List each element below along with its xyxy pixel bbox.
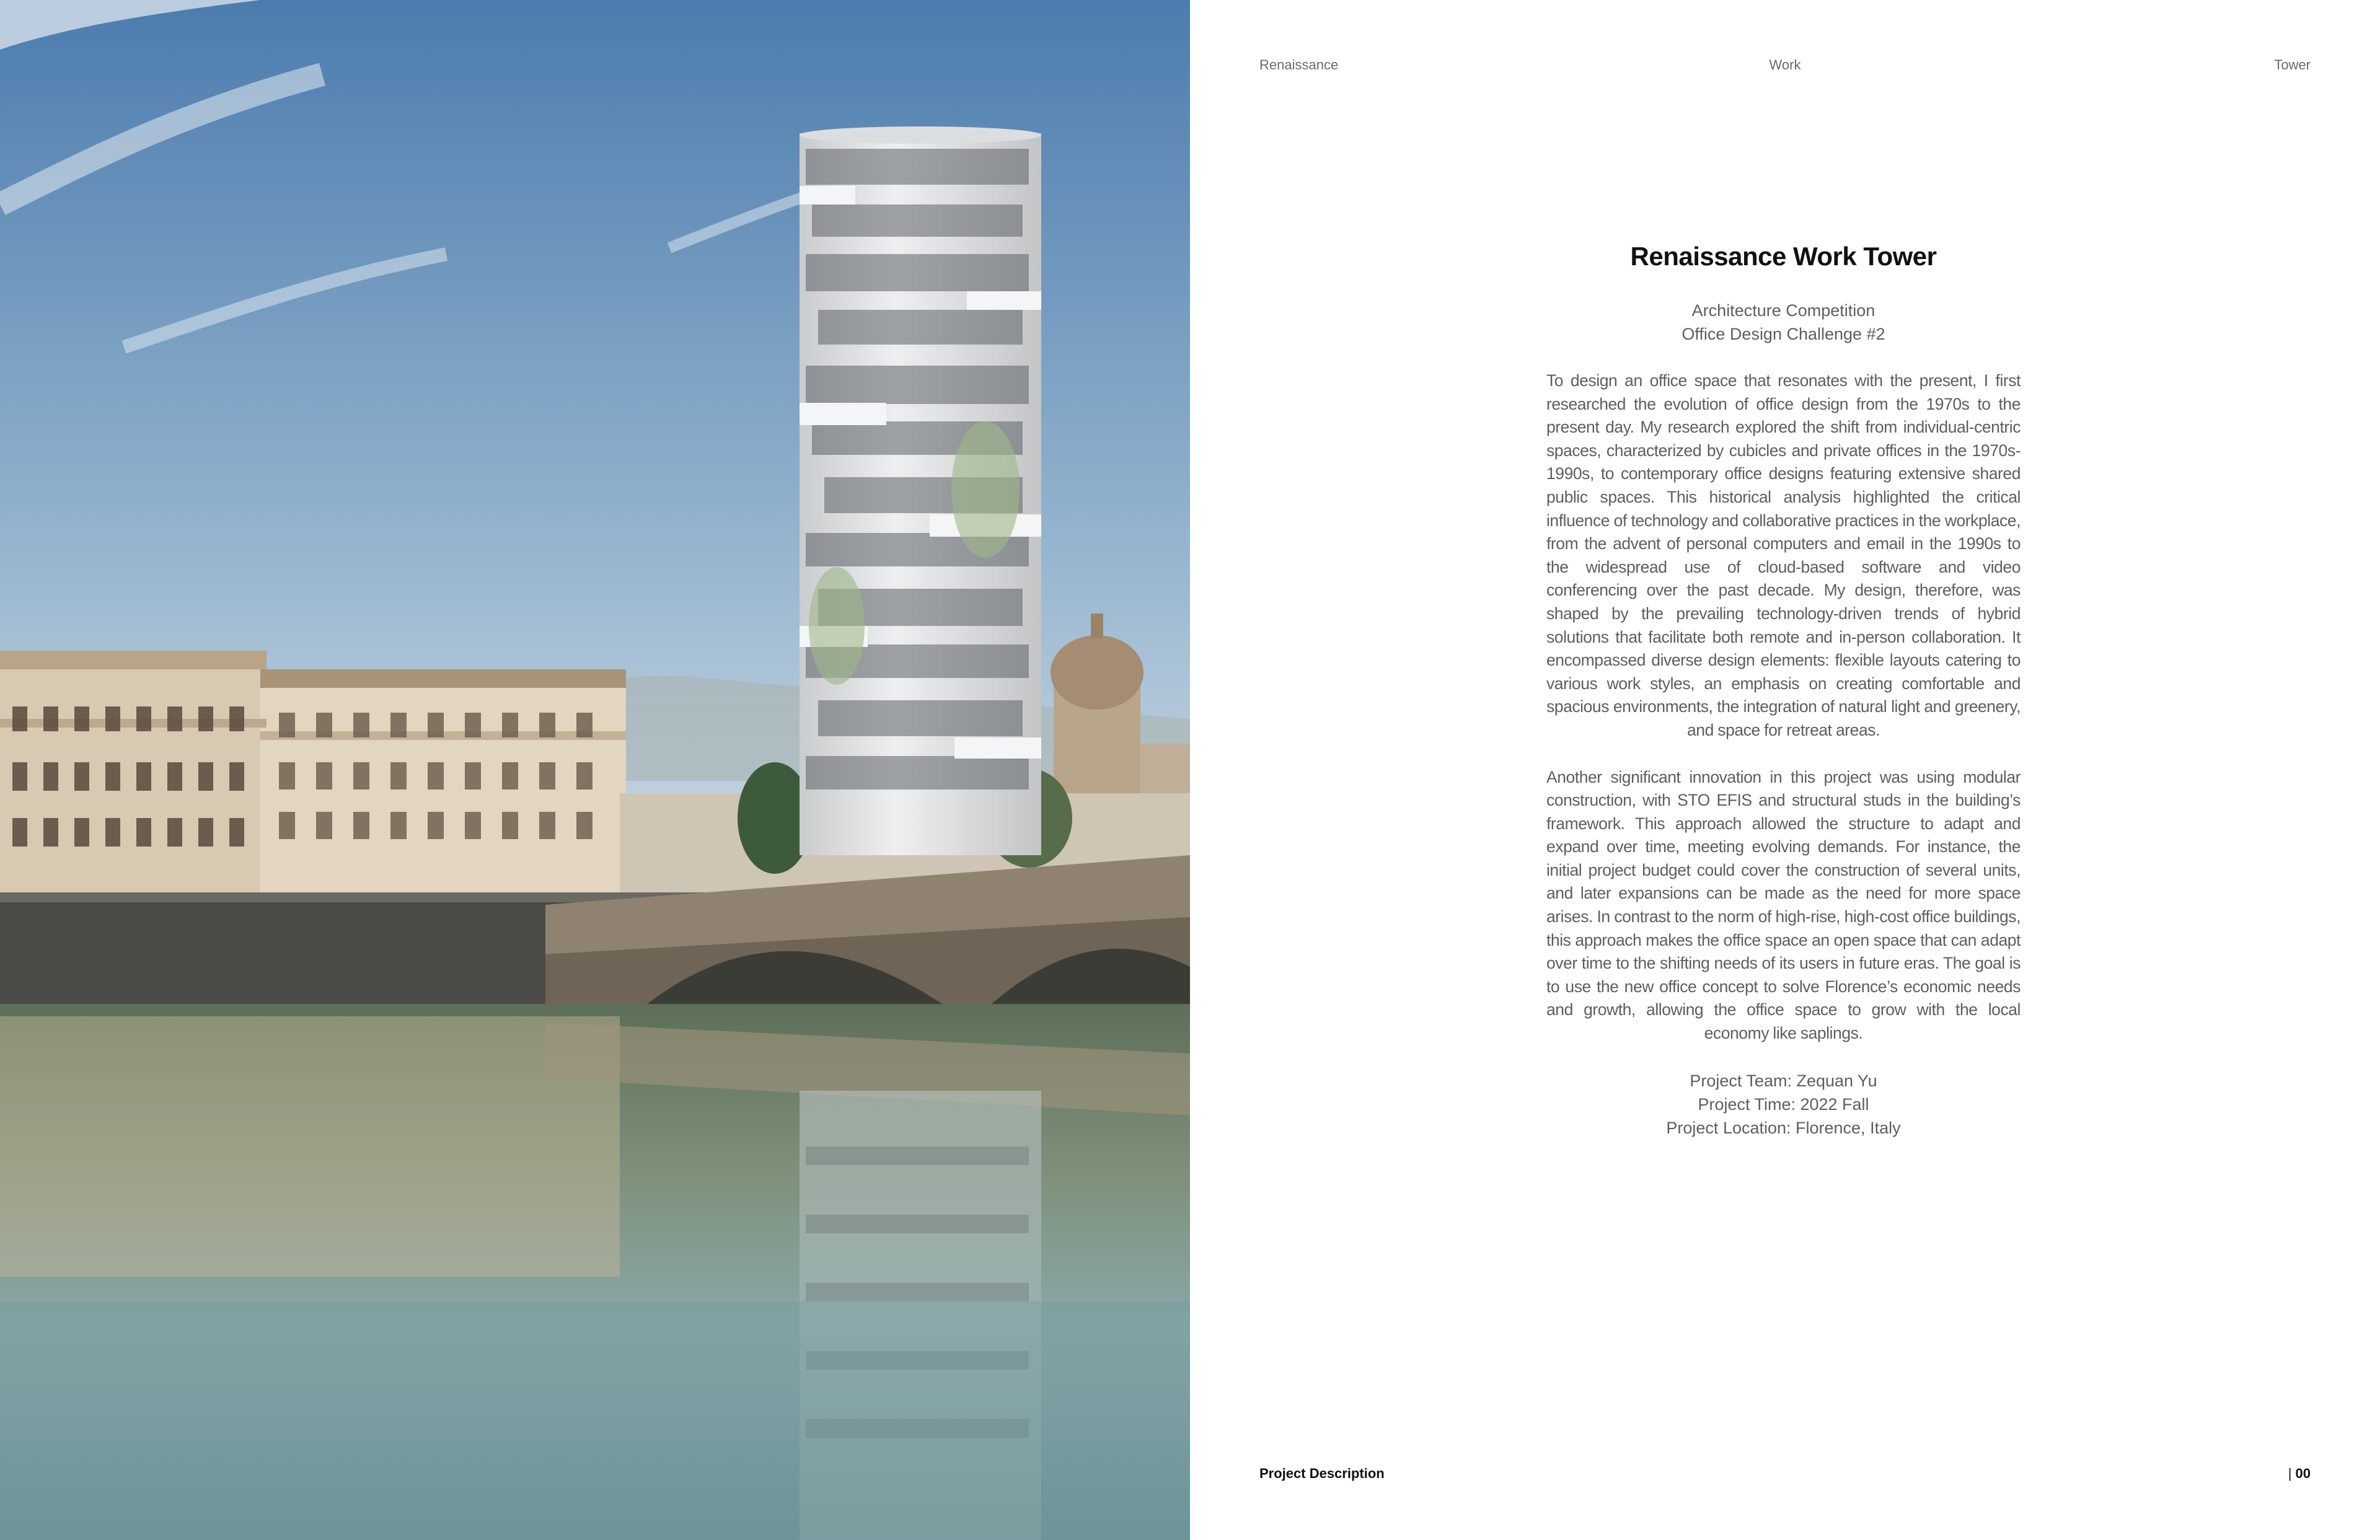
page-number <box>2288 1466 2311 1482</box>
project-description-block <box>1546 242 2021 1140</box>
header-left: Renaissance <box>1259 57 1339 73</box>
page-footer <box>1259 1466 2311 1484</box>
credit-line: Project Location: Florence, Italy <box>1666 1118 1901 1137</box>
text-page <box>1190 0 2380 1540</box>
subtitle-line: Architecture Competition <box>1691 301 1875 320</box>
description-paragraph: Another significant innovation in this project was using modular construction, with STO EFIS and structural studs in the building’s framework. This approach allowed the structure to adapt and expand over time, meeting evolving demands. For instance, the initial project budget could cover the construction of several units, and later expansions can be made as the need for more space arises. In contrast to the norm of high-rise, high-cost office buildings, this approach makes the office space an open space that can adapt over time to the shifting needs of its users in future eras. The goal is to use the new office concept to solve Florence’s economic needs and growth, allowing the office space to grow with the local economy like saplings. <box>1546 767 2021 1043</box>
header-center: Work <box>1769 57 1801 73</box>
page-number-value: 00 <box>2295 1466 2311 1481</box>
page-number-separator: | <box>2288 1466 2292 1481</box>
credit-line: Project Time: 2022 Fall <box>1698 1094 1869 1114</box>
header-right: Tower <box>2274 57 2311 73</box>
subtitle-line: Office Design Challenge #2 <box>1681 325 1885 343</box>
project-credits <box>1546 1069 2021 1140</box>
project-subtitle <box>1546 299 2021 346</box>
project-title: Renaissance Work Tower <box>1630 242 1937 271</box>
description-paragraph: To design an office space that resonates with the present, I first researched the evolution of office design from the 1970s to the present day. My research explored the shift from individual-centric spaces, characterized by cubicles and private offices in the 1970s-1990s, to contemporary office designs featuring extensive shared public spaces. This historical analysis highlighted the critical influence of technology and collaborative practices in the workplace, from the advent of personal computers and email in the 1990s to the widespread use of cloud-based software and video conferencing over the past decade. My design, therefore, was shaped by the prevailing technology-driven trends of hybrid solutions that facilitate both remote and in-person collaboration. It encompassed diverse design elements: flexible layouts catering to various work styles, an emphasis on creating comfortable and spacious environments, the integration of natural light and greenery, and space for retreat areas. <box>1546 371 2021 739</box>
credit-line: Project Team: Zequan Yu <box>1690 1071 1877 1090</box>
section-label: Project Description <box>1259 1466 1385 1481</box>
running-header <box>1259 57 2311 76</box>
